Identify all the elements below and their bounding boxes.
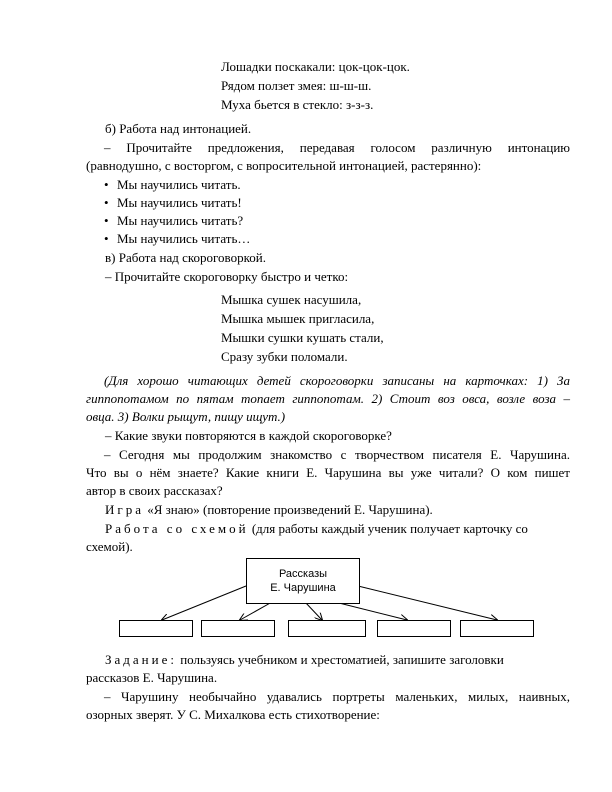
diagram-empty-box-3[interactable] [288,620,366,637]
poem1-line-2: Рядом ползет змея: ш-ш-ш. [221,78,372,93]
diagram-center-line-1: Рассказы [278,568,328,580]
arrow-4 [335,602,407,620]
question-2-line-2: Что вы о нём знаете? Какие книги Е. Чарушина вы уже читали? О ком пишет [86,465,570,480]
diagram-center-line-2: Е. Чарушина [270,582,336,594]
bullet-dot: • [104,177,109,192]
bullet-item-2: Мы научились читать! [117,195,242,210]
question-1: – Какие звуки повторяются в каждой скороговорке? [105,428,392,443]
diagram-empty-box-2[interactable] [201,620,275,637]
arrow-5 [358,586,497,620]
poem2-line-2: Мышка мышек пригласила, [221,311,375,326]
game-text: «Я знаю» (повторение произведений Е. Чарушина). [147,502,433,517]
poem2-line-1: Мышка сушек насушила, [221,292,362,307]
bullet-dot: • [104,213,109,228]
assignment-line-1 [105,652,570,668]
bullet-item-4: Мы научились читать… [117,231,251,246]
task-b-line-1: – Прочитайте предложения, передавая голосом различную интонацию [104,140,570,155]
final-line-1: – Чарушину необычайно удавались портреты маленьких, милых, наивных, [104,689,570,704]
scheme-text: (для работы каждый ученик получает карточку со [248,521,528,536]
assignment-line-2: рассказов Е. Чарушина. [86,670,218,685]
poem1-line-3: Муха бьется в стекло: з-з-з. [221,97,374,112]
question-2-line-3: автор в своих рассказах? [86,483,223,498]
task-b-line-2: (равнодушно, с восторгом, с вопросительной интонацией, растерянно): [86,158,482,173]
bullet-dot: • [104,195,109,210]
scheme-label: Работа со схемой [105,521,249,536]
bullet-dot: • [104,231,109,246]
arrow-3 [305,602,322,620]
assignment-text: пользуясь учебником и хрестоматией, запишите заголовки [176,652,504,667]
final-line-2: озорных зверят. У С. Михалкова есть стихотворение: [86,707,380,722]
italic-note-line-2: гиппопотамом по пятам топает гиппопотам. 2) Стоит воз овса, возле воза – [86,391,570,406]
poem2-line-3: Мышки сушки кушать стали, [221,330,384,345]
bullet-item-3: Мы научились читать? [117,213,244,228]
diagram-empty-box-5[interactable] [460,620,534,637]
task-v-line: – Прочитайте скороговорку быстро и четко: [105,269,349,284]
italic-note-line-3: овца. 3) Волки рыщут, пищу ищут.) [86,409,286,424]
assignment-label: Задание: [105,652,177,667]
scheme-line-2: схемой). [86,539,133,554]
poem1-line-1: Лошадки поскакали: цок-цок-цок. [221,59,410,74]
section-b-heading: б) Работа над интонацией. [105,121,252,136]
poem2-line-4: Сразу зубки поломали. [221,349,348,364]
italic-note-line-1: (Для хорошо читающих детей скороговорки записаны на карточках: 1) За [104,373,570,388]
bullet-item-1: Мы научились читать. [117,177,241,192]
diagram-empty-box-1[interactable] [119,620,193,637]
game-label: Игра [105,502,144,517]
diagram-empty-box-4[interactable] [377,620,451,637]
arrow-1 [162,586,246,620]
arrow-2 [240,602,272,620]
diagram-center-box [246,558,360,604]
section-v-heading: в) Работа над скороговоркой. [105,250,266,265]
question-2-line-1: – Сегодня мы продолжим знакомство с творчеством писателя Е. Чарушина. [104,447,570,462]
